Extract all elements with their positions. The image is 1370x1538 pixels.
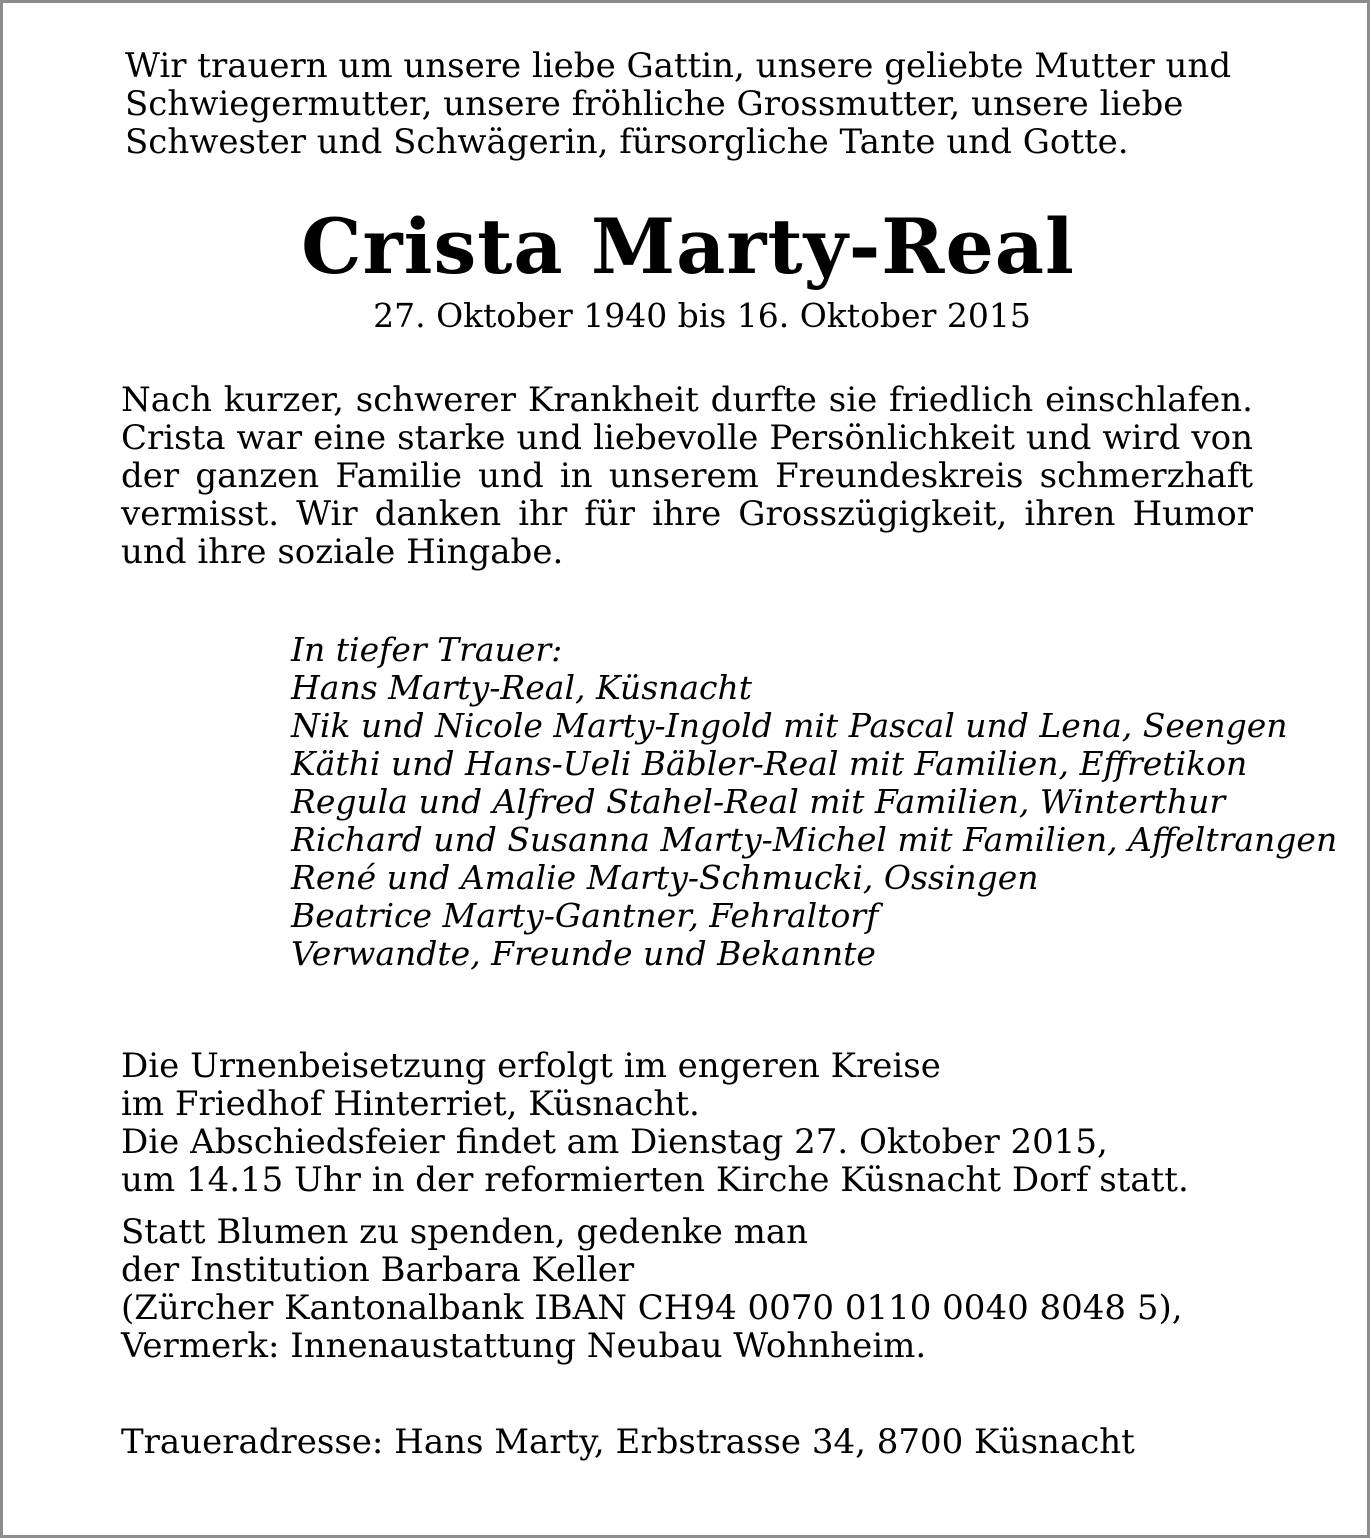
intro-paragraph [125, 47, 1235, 161]
ceremony-line: Die Urnenbeisetzung erfolgt im engeren Kreise [121, 1046, 941, 1086]
donation-line: (Zürcher Kantonalbank IBAN CH94 0070 0110 0040 8048 5), [121, 1288, 1183, 1328]
ceremony-info [121, 1047, 1271, 1199]
ceremony-line: Die Abschiedsfeier findet am Dienstag 27. Oktober 2015, [121, 1122, 1108, 1162]
deceased-name: Crista Marty-Real [301, 202, 1075, 291]
intro-line: Schwiegermutter, unsere fröhliche Grossmutter, unsere liebe [125, 84, 1184, 124]
mourning-address: Traueradresse: Hans Marty, Erbstrasse 34, 8700 Küsnacht [121, 1422, 1135, 1462]
mourner-entry: Regula und Alfred Stahel-Real mit Familien, Winterthur [291, 782, 1226, 821]
intro-line: Wir trauern um unsere liebe Gattin, unsere geliebte Mutter und [125, 46, 1232, 86]
mourner-entry: Nik und Nicole Marty-Ingold mit Pascal und Lena, Seengen [291, 706, 1288, 745]
obituary-text: Nach kurzer, schwerer Krankheit durfte sie friedlich einschlafen. Crista war eine starke und liebevolle Persönlichkeit und wird von der ganzen Familie und in unserem Freundeskreis schmerzhaft vermisst. Wir danken ihr für ihre Grosszügigkeit, ihren Humor und ihre soziale Hingabe. [121, 380, 1253, 572]
ceremony-line: im Friedhof Hinterriet, Küsnacht. [121, 1084, 700, 1124]
ceremony-line: um 14.15 Uhr in der reformierten Kirche Küsnacht Dorf statt. [121, 1160, 1189, 1200]
intro-line: Schwester und Schwägerin, fürsorgliche Tante und Gotte. [125, 122, 1129, 162]
mourners-heading: In tiefer Trauer: [291, 630, 563, 669]
mourner-entry: René und Amalie Marty-Schmucki, Ossingen [291, 858, 1039, 897]
mourner-entry: Verwandte, Freunde und Bekannte [291, 934, 876, 973]
donation-info [121, 1213, 1271, 1365]
mourner-entry: Käthi und Hans-Ueli Bäbler-Real mit Familien, Effretikon [291, 744, 1248, 783]
mourner-entry: Richard und Susanna Marty-Michel mit Familien, Affeltrangen [291, 820, 1338, 859]
mourners-list [291, 630, 1338, 973]
mourner-entry: Beatrice Marty-Gantner, Fehraltorf [291, 896, 879, 935]
donation-line: Statt Blumen zu spenden, gedenke man [121, 1212, 809, 1252]
life-dates: 27. Oktober 1940 bis 16. Oktober 2015 [373, 296, 1031, 335]
donation-line: Vermerk: Innenaustattung Neubau Wohnheim. [121, 1326, 927, 1366]
mourner-entry: Hans Marty-Real, Küsnacht [291, 668, 753, 707]
donation-line: der Institution Barbara Keller [121, 1250, 635, 1290]
